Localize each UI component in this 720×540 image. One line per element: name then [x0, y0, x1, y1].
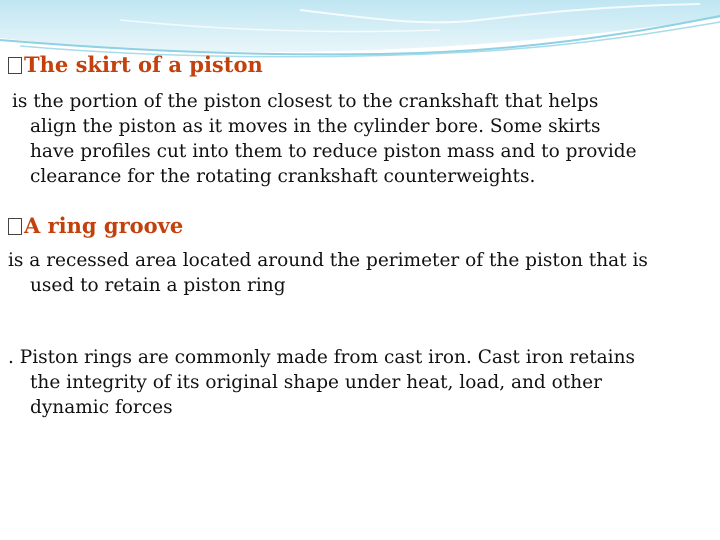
bullet-box-icon — [8, 218, 22, 235]
section-body-skirt — [8, 89, 637, 189]
body-line: the integrity of its original shape under heat, load, and other — [30, 372, 602, 393]
body-line: used to retain a piston ring — [30, 275, 286, 296]
section-heading-text: A ring groove — [24, 213, 184, 238]
section-heading-skirt — [8, 52, 263, 77]
section-heading-ring-groove — [8, 213, 183, 238]
body-line: is the portion of the piston closest to the crankshaft that helps — [12, 91, 599, 112]
body-line: . Piston rings are commonly made from cast iron. Cast iron retains — [8, 347, 636, 368]
body-line: have profiles cut into them to reduce piston mass and to provide — [30, 141, 637, 162]
section-heading-text: The skirt of a piston — [24, 52, 263, 77]
body-line: clearance for the rotating crankshaft counterweights. — [30, 166, 536, 187]
body-line: is a recessed area located around the perimeter of the piston that is — [8, 250, 648, 271]
section-body-ring-groove — [8, 248, 648, 298]
body-line: dynamic forces — [30, 397, 173, 418]
body-line: align the piston as it moves in the cylinder bore. Some skirts — [30, 116, 601, 137]
paragraph-piston-rings — [8, 345, 635, 420]
bullet-box-icon — [8, 57, 22, 74]
